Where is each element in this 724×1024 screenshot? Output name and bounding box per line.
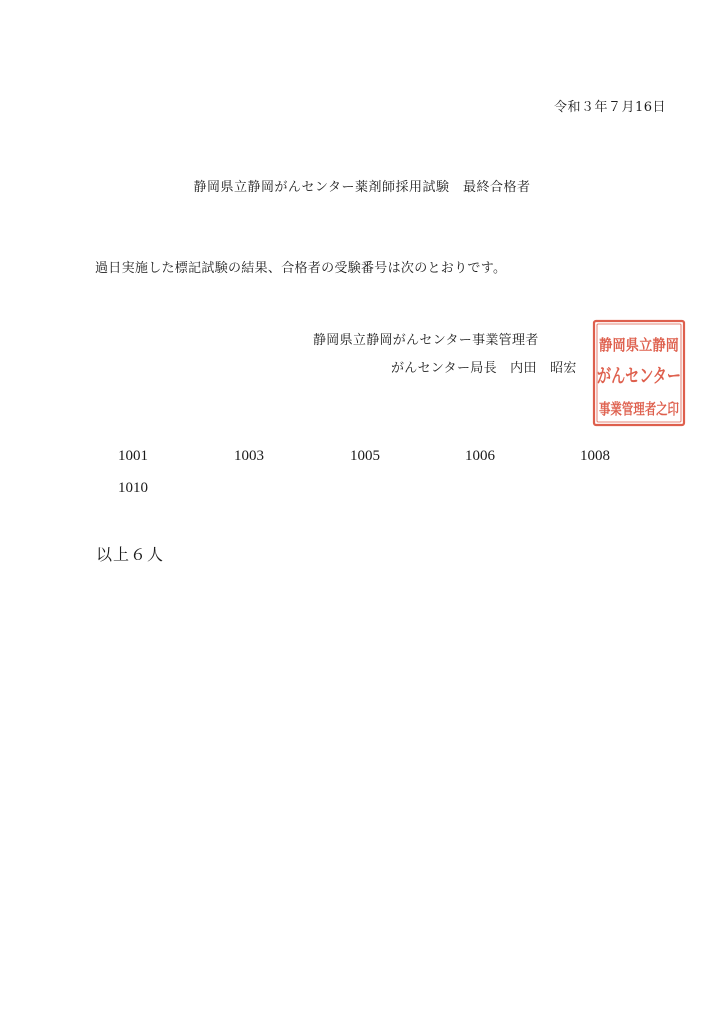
document-title: 静岡県立静岡がんセンター薬剤師採用試験 最終合格者: [193, 180, 531, 195]
passing-number: 1008: [580, 448, 610, 464]
passing-number: 1006: [465, 448, 495, 464]
passing-number: 1001: [118, 448, 148, 464]
svg-text:事業管理者之印: 事業管理者之印: [599, 400, 679, 418]
svg-text:静岡県立静岡: 静岡県立静岡: [599, 336, 679, 354]
svg-text:がんセンター: がんセンター: [597, 365, 681, 387]
total-count: 以上６人: [96, 545, 165, 564]
passing-number: 1005: [350, 448, 380, 464]
issuer-official: がんセンター局長 内田 昭宏: [391, 361, 577, 376]
intro-text: 過日実施した標記試験の結果、合格者の受験番号は次のとおりです。: [95, 261, 507, 276]
document-date: 令和３年７月16日: [553, 100, 666, 115]
passing-number: 1003: [234, 448, 264, 464]
issuer-organization: 静岡県立静岡がんセンター事業管理者: [313, 333, 539, 348]
passing-number: 1010: [118, 480, 148, 496]
official-seal-stamp: [591, 318, 687, 428]
